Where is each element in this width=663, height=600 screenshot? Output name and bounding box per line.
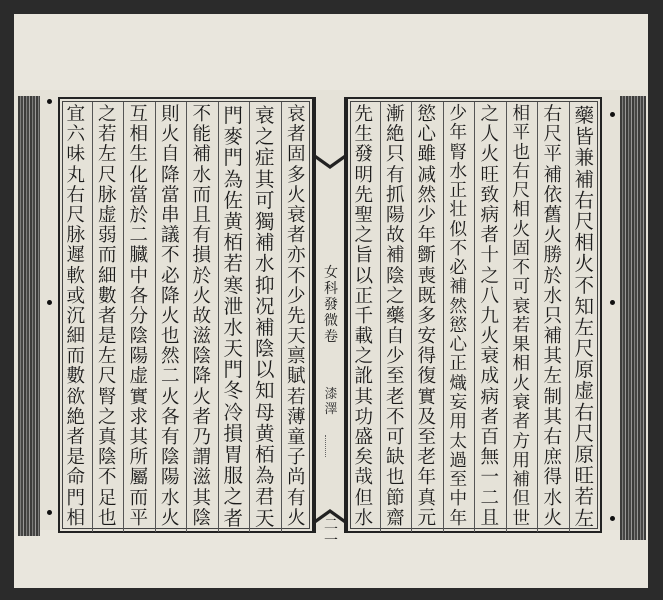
column-rule [123, 102, 124, 532]
left-text-column: 衰 之 症 其 可 獨 補 水 抑 况 補 陰 以 知 母 黄 栢 為 君 天 [254, 104, 275, 530]
binding-hole [47, 300, 52, 305]
right-text-column: 先 生 發 明 先 聖 之 旨 以 正 千 載 之 訛 其 功 盛 矣 哉 但 水 [354, 104, 374, 529]
binding-hole [47, 510, 52, 515]
left-text-column: 不 能 補 水 而 且 有 損 於 火 故 滋 陰 降 火 者 乃 謂 滋 其 陰 [192, 104, 212, 529]
column-rule [569, 102, 570, 532]
column-rule [155, 102, 156, 532]
column-rule [281, 102, 282, 532]
page-number-char: 一 [324, 533, 338, 549]
left-page-edge-stack [18, 96, 40, 536]
column-rule [249, 102, 250, 532]
column-rule [411, 102, 412, 532]
page-number-char: 二 [324, 517, 338, 533]
column-rule [443, 102, 444, 532]
right-text-column: 漸 絶 只 有 抓 陽 故 補 陰 之 藥 自 少 至 老 不 可 缺 也 節 齋 [385, 104, 405, 529]
right-text-column: 少 年 腎 水 正 壮 似 不 必 補 然 慾 心 正 熾 妄 用 太 過 至 中 年 [449, 104, 468, 529]
column-rule [537, 102, 538, 532]
title-char: 科 [324, 281, 338, 297]
left-text-column: 互 相 生 化 當 於 二 臓 中 各 分 陰 陽 虚 實 求 其 所 屬 而 平 [129, 104, 149, 529]
binding-hole [610, 112, 615, 117]
column-rule [186, 102, 187, 532]
left-text-column: 則 火 自 降 當 串 議 不 必 降 火 也 然 二 火 各 有 陰 陽 水 火 [160, 104, 180, 529]
column-rule [474, 102, 475, 532]
right-text-column: 之 人 火 旺 致 病 者 十 之 八 九 火 衰 成 病 者 百 無 一 二 且 [480, 104, 500, 529]
book-title [322, 265, 340, 345]
upper-fishtail-mark [316, 155, 344, 171]
title-char: 卷 [324, 329, 338, 345]
binding-hole [610, 300, 615, 305]
left-text-column: 宜 六 味 丸 右 尺 脉 遲 軟 或 沉 細 而 數 欲 絶 者 是 命 門 相 [66, 104, 86, 529]
binding-hole [610, 516, 615, 521]
left-text-column: 之 若 左 尺 脉 虚 弱 而 細 數 者 是 左 尺 腎 之 真 陰 不 足 也 [97, 104, 117, 529]
title-char: 發 [324, 297, 338, 313]
column-rule [380, 102, 381, 532]
column-rule [506, 102, 507, 532]
left-text-column: 門 麥 門 為 佐 黄 栢 若 寒 泄 水 天 門 冬 冷 損 胃 服 之 者 [223, 104, 243, 530]
right-text-column: 藥 皆 兼 補 右 尺 相 火 不 知 左 尺 原 虚 右 尺 原 旺 若 左 [574, 104, 594, 530]
lower-fishtail-mark [316, 507, 344, 523]
left-text-column: 哀 者 固 多 火 衰 者 亦 不 少 先 天 禀 賦 若 薄 童 子 尚 有 火 [286, 104, 306, 529]
right-text-column: 慾 心 雖 减 然 少 年 斵 喪 既 多 安 得 復 實 及 至 老 年 真 元 [417, 104, 437, 529]
center-fold-column [314, 97, 346, 549]
right-text-column: 右 尺 平 補 依 舊 火 勝 於 水 只 補 其 左 制 其 右 庶 得 水 火 [543, 104, 563, 529]
binding-hole [47, 99, 52, 104]
column-rule [218, 102, 219, 532]
right-page-edge-stack [620, 96, 646, 540]
faint-marks [325, 435, 336, 457]
volume-char: 澤 [324, 402, 338, 417]
title-char: 微 [324, 313, 338, 329]
left-page-text-block [58, 97, 314, 533]
right-text-column: 相 平 也 右 尺 相 火 固 不 可 衰 若 果 相 火 衰 者 方 用 補 但 世 [512, 104, 531, 529]
right-page-text-block [346, 97, 602, 533]
volume-char: 漆 [324, 387, 338, 402]
column-rule [92, 102, 93, 532]
title-char: 女 [324, 265, 338, 281]
volume-label [322, 387, 340, 417]
